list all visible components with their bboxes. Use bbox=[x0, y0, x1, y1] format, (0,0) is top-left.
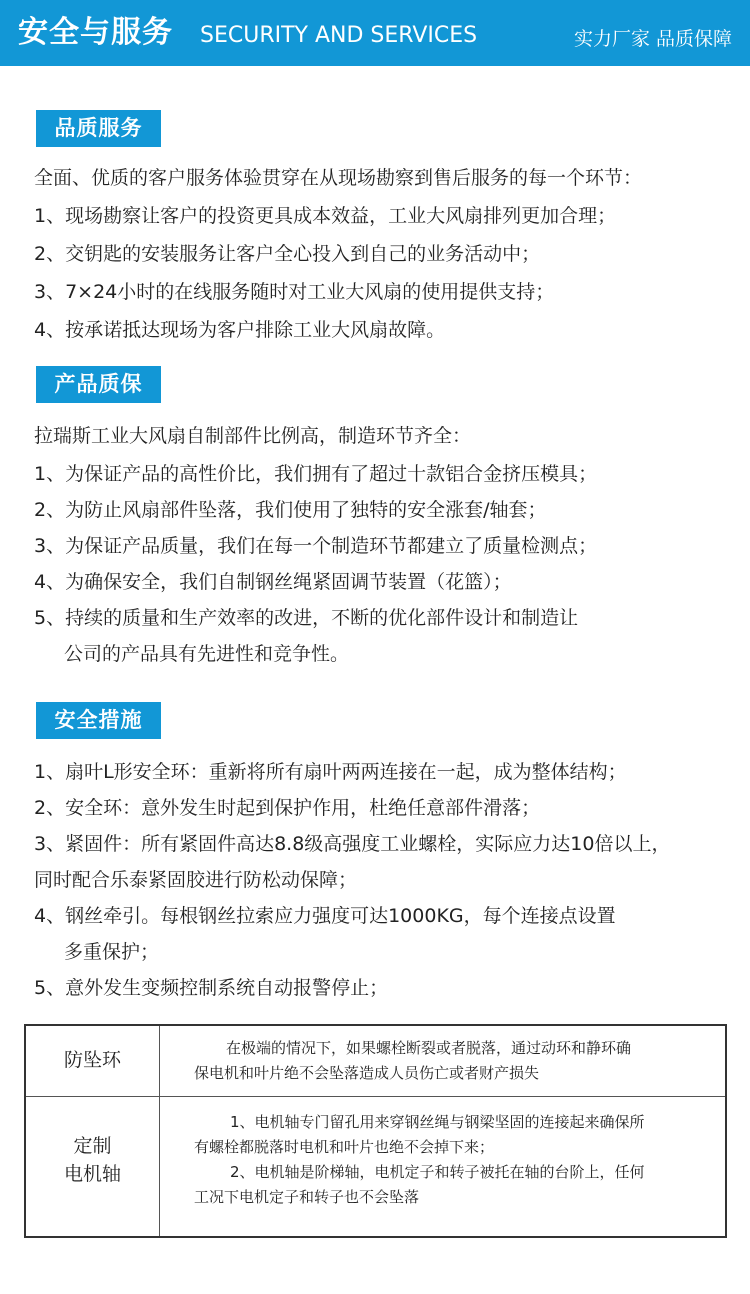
table-row-divider bbox=[26, 1096, 725, 1097]
quality-service-item: 1、现场勘察让客户的投资更具成本效益，工业大风扇排列更加合理； bbox=[34, 205, 617, 227]
table-row-label: 防坠环 bbox=[63, 1049, 121, 1071]
safety-measure-item: 5、意外发生变频控制系统自动报警停止； bbox=[34, 977, 389, 999]
safety-measure-item: 4、钢丝牵引。每根钢丝拉索应力强度可达1000KG，每个连接点设置 bbox=[34, 905, 616, 927]
safety-measure-item-continued: 同时配合乐泰紧固胶进行防松动保障； bbox=[34, 869, 358, 891]
table-column-divider bbox=[159, 1026, 160, 1236]
section-tag-product-quality: 产品质保 bbox=[36, 366, 161, 403]
table-row-desc: 保电机和叶片绝不会坠落造成人员伤亡或者财产损失 bbox=[194, 1064, 540, 1082]
product-quality-item: 5、持续的质量和生产效率的改进，不断的优化部件设计和制造让 bbox=[34, 607, 579, 629]
quality-service-item: 3、7×24小时的在线服务随时对工业大风扇的使用提供支持； bbox=[34, 281, 555, 303]
table-row-desc: 在极端的情况下，如果螺栓断裂或者脱落，通过动环和静环确 bbox=[226, 1039, 632, 1057]
safety-measure-item: 3、紧固件：所有紧固件高达8.8级高强度工业螺栓，实际应力达10倍以上， bbox=[34, 833, 671, 855]
table-row-label: 电机轴 bbox=[63, 1163, 121, 1185]
product-quality-item: 2、为防止风扇部件坠落，我们使用了独特的安全涨套/轴套； bbox=[34, 499, 547, 521]
safety-feature-table bbox=[24, 1024, 727, 1238]
header-slogan: 实力厂家 品质保障 bbox=[573, 28, 732, 50]
product-quality-item-continued: 公司的产品具有先进性和竞争性。 bbox=[64, 643, 350, 665]
product-quality-item: 3、为保证产品质量，我们在每一个制造环节都建立了质量检测点； bbox=[34, 535, 598, 557]
page-header bbox=[0, 0, 750, 66]
table-row-desc: 2、电机轴是阶梯轴，电机定子和转子被托在轴的台阶上，任何 bbox=[230, 1163, 645, 1181]
quality-service-item: 2、交钥匙的安装服务让客户全心投入到自己的业务活动中； bbox=[34, 243, 541, 265]
product-quality-item: 1、为保证产品的高性价比，我们拥有了超过十款铝合金挤压模具； bbox=[34, 463, 598, 485]
header-title-cn: 安全与服务 bbox=[18, 15, 173, 50]
table-row-label: 定制 bbox=[73, 1135, 112, 1157]
table-row-desc: 工况下电机定子和转子也不会坠落 bbox=[194, 1188, 420, 1206]
safety-measure-item: 1、扇叶L形安全环：重新将所有扇叶两两连接在一起，成为整体结构； bbox=[34, 761, 627, 783]
quality-service-intro: 全面、优质的客户服务体验贯穿在从现场勘察到售后服务的每一个环节： bbox=[34, 167, 643, 189]
safety-measure-item: 2、安全环：意外发生时起到保护作用，杜绝任意部件滑落； bbox=[34, 797, 541, 819]
section-tag-safety-measures: 安全措施 bbox=[36, 702, 161, 739]
table-row-desc: 有螺栓都脱落时电机和叶片也绝不会掉下来； bbox=[194, 1138, 495, 1156]
product-quality-intro: 拉瑞斯工业大风扇自制部件比例高，制造环节齐全： bbox=[34, 425, 472, 447]
safety-measure-item-continued: 多重保护； bbox=[64, 941, 160, 963]
quality-service-item: 4、按承诺抵达现场为客户排除工业大风扇故障。 bbox=[34, 319, 446, 341]
table-row-desc: 1、电机轴专门留孔用来穿钢丝绳与钢梁坚固的连接起来确保所 bbox=[230, 1113, 645, 1131]
section-tag-quality-service: 品质服务 bbox=[36, 110, 161, 147]
header-title-en: SECURITY AND SERVICES bbox=[200, 23, 478, 48]
product-quality-item: 4、为确保安全，我们自制钢丝绳紧固调节装置（花篮）； bbox=[34, 571, 512, 593]
